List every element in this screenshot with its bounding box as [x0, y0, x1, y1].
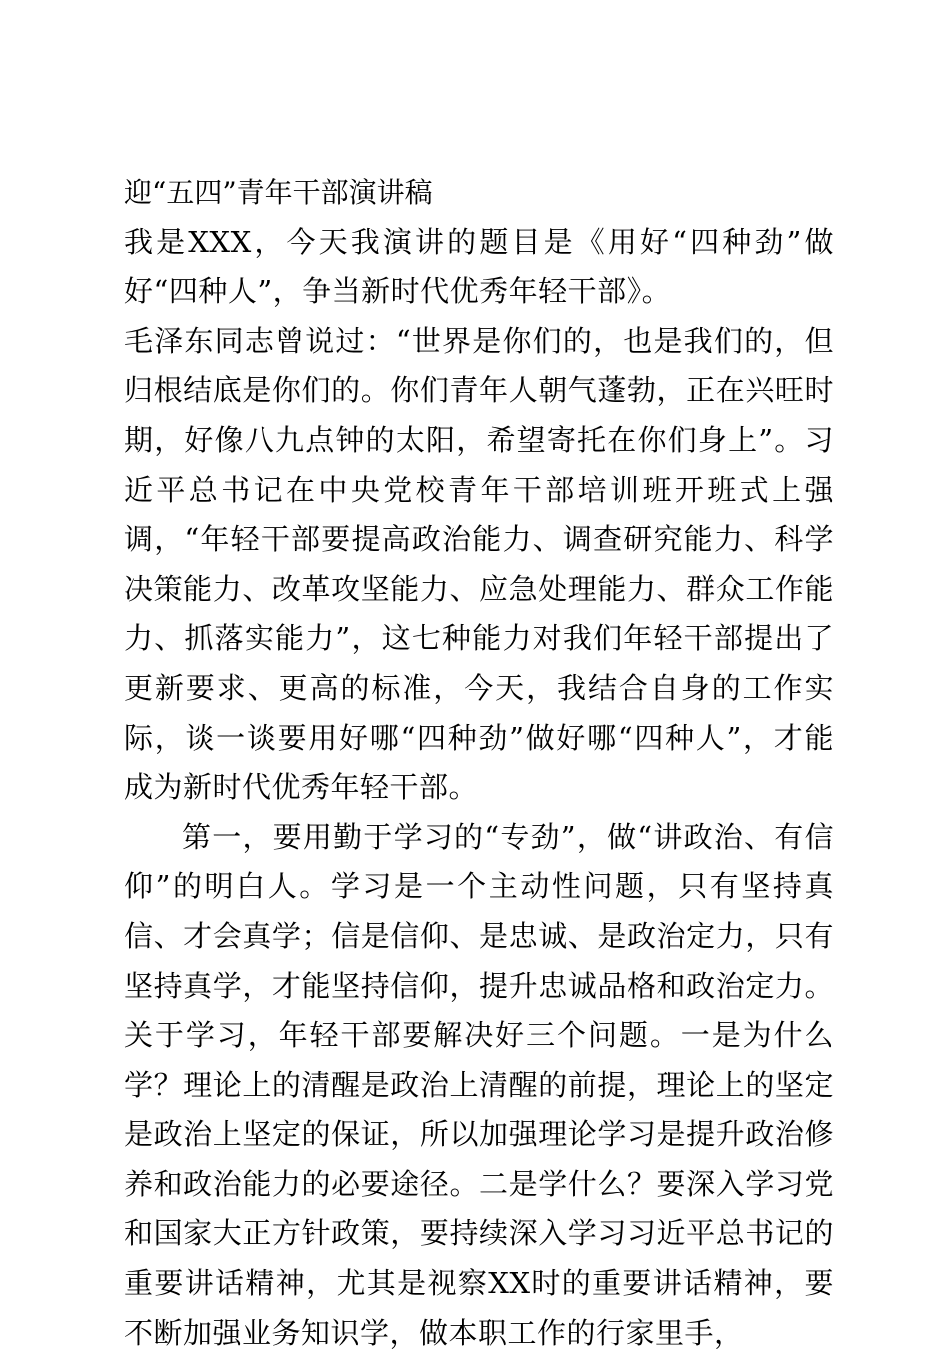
paragraph-first-point: 第一，要用勤于学习的“专劲”，做“讲政治、有信仰”的明白人。学习是一个主动性问题，只有坚持真信、才会真学；信是信仰、是忠诚、是政治定力，只有坚持真学，才能坚持信仰，提升忠诚品格和政治定力。关于学习，年轻干部要解决好三个问题。一是为什么学？理论上的清醒是政治上清醒的前提，理论上的坚定是政治上坚定的保证，所以加强理论学习是提升政治修养和政治能力的必要途径。二是学什么？要深入学习党和国家大正方针政策，要持续深入学习习近平总书记的重要讲话精神，尤其是视察XX时的重要讲话精神，要不断加强业务知识学，做本职工作的行家里手，	[124, 819, 834, 1350]
paragraph-quote: 毛泽东同志曾说过：“世界是你们的，也是我们的，但归根结底是你们的。你们青年人朝气蓬勃，正在兴旺时期，好像八九点钟的太阳，希望寄托在你们身上”。习近平总书记在中央党校青年干部培训班开班式上强调，“年轻干部要提高政治能力、调查研究能力、科学决策能力、改革攻坚能力、应急处理能力、群众工作能力、抓落实能力”，这七种能力对我们年轻干部提出了更新要求、更高的标准，今天，我结合自身的工作实际，谈一谈要用好哪“四种劲”做好哪“四种人”，才能成为新时代优秀年轻干部。	[124, 323, 834, 805]
document-body	[124, 168, 834, 1358]
paragraph-intro: 我是XXX，今天我演讲的题目是《用好“四种劲”做好“四种人”，争当新时代优秀年轻干部》。	[124, 224, 834, 309]
document-title: 迎“五四”青年干部演讲稿	[124, 176, 433, 209]
